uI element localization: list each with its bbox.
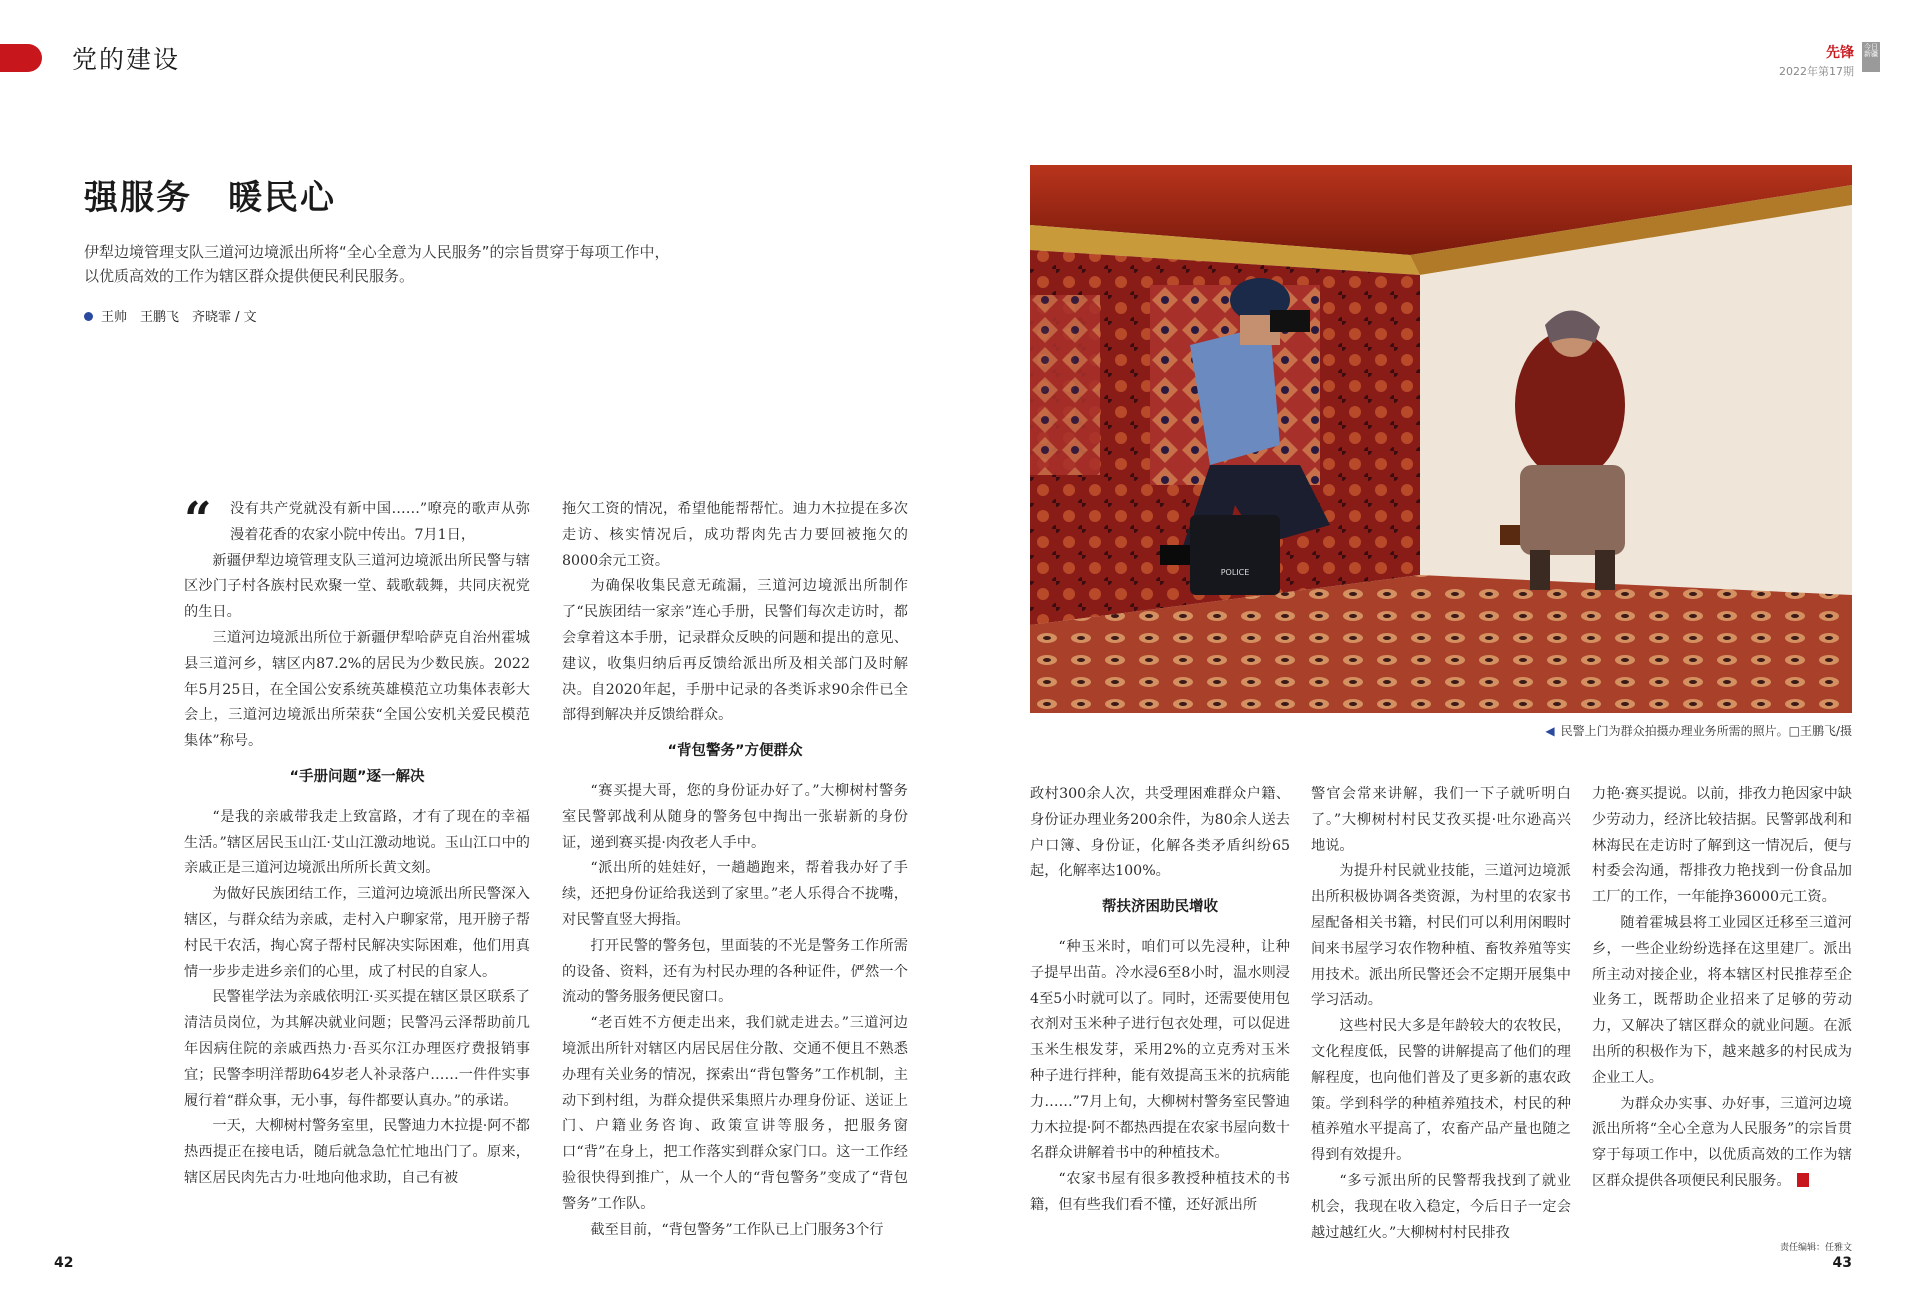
photo-illustration	[1030, 165, 1852, 713]
article-byline	[84, 306, 257, 325]
paragraph: 一天，大柳树村警务室里，民警迪力木拉提·阿不都热西提正在接电话，随后就急急忙忙地出门了。原来，辖区居民肉先古力·吐地向他求助，自己有被	[184, 1118, 530, 1186]
bag-label: POLICE	[1220, 568, 1250, 577]
end-mark-icon	[1797, 1173, 1809, 1187]
brand-logo-box: 今日新疆	[1862, 42, 1880, 72]
column-4	[1311, 782, 1571, 1246]
paragraph: “多亏派出所的民警帮我找到了就业机会，我现在收入稳定，今后日子一定会越过越红火。”大柳树村村民排孜	[1311, 1172, 1571, 1241]
byline-text: 王帅 王鹏飞 齐晓霏 / 文	[101, 310, 257, 325]
issue-label: 2022年第17期	[1779, 65, 1854, 78]
editor-credit: 责任编辑：任雅文	[1779, 1243, 1852, 1253]
paragraph: “赛买提大哥，您的身份证办好了。”大柳树村警务室民警郭战利从随身的警务包中掏出一张崭新的身份证，递到赛买提·肉孜老人手中。	[562, 782, 908, 851]
paragraph: 力艳·赛买提说。以前，排孜力艳因家中缺少劳动力，经济比较拮据。民警郭战利和林海民在走访时了解到这一情况后，便与村委会沟通，帮排孜力艳找到一份食品加工厂的工作，一年能挣36000元工资。	[1592, 786, 1852, 906]
paragraph: 新疆伊犁边境管理支队三道河边境派出所民警与辖区沙门子村各族村民欢聚一堂、载歌载舞，共同庆祝党的生日。	[184, 552, 530, 621]
column-1	[184, 492, 530, 1192]
article-lead: 伊犁边境管理支队三道河边境派出所将“全心全意为人民服务”的宗旨贯穿于每项工作中，以优质高效的工作为辖区群众提供便民利民服务。	[84, 243, 670, 285]
page-number-right: 43	[1832, 1255, 1852, 1271]
article-title: 强服务 暖民心	[84, 178, 336, 218]
quote-mark-icon: “	[184, 492, 212, 548]
page-number-left: 42	[54, 1255, 74, 1271]
section-title: 党的建设	[72, 45, 181, 74]
photo-credit: □王鹏飞/摄	[1788, 724, 1852, 738]
paragraph: “农家书屋有很多教授种植技术的书籍，但有些我们看不懂，还好派出所	[1030, 1171, 1290, 1213]
paragraph: 为提升村民就业技能，三道河边境派出所积极协调各类资源，为村里的农家书屋配备相关书籍，村民们可以利用闲暇时间来书屋学习农作物种植、畜牧养殖等实用技术。派出所民警还会不定期开展集中学习活动。	[1311, 863, 1571, 1009]
paragraph: “是我的亲戚带我走上致富路，才有了现在的幸福生活。”辖区居民玉山江·艾山江激动地说。玉山江口中的亲戚正是三道河边境派出所所长黄文刻。	[184, 808, 530, 877]
paragraph: 随着霍城县将工业园区迁移至三道河乡，一些企业纷纷选择在这里建厂。派出所主动对接企业，将本辖区村民推荐至企业务工，既帮助企业招来了足够的劳动力，又解决了辖区群众的就业问题。在派出所的积极作为下，越来越多的村民成为企业工人。	[1592, 914, 1852, 1086]
paragraph: 打开民警的警务包，里面装的不光是警务工作所需的设备、资料，还有为村民办理的各种证件，俨然一个流动的警务服务便民窗口。	[562, 937, 908, 1006]
paragraph: 这些村民大多是年龄较大的农牧民，文化程度低，民警的讲解提高了他们的理解程度，也向他们普及了更多新的惠农政策。学到科学的种植养殖技术，村民的种植养殖水平提高了，农畜产品产量也随之得到有效提升。	[1311, 1018, 1571, 1164]
caption-text: 民警上门为群众拍摄办理业务所需的照片。	[1560, 724, 1789, 738]
subheading: “手册问题”逐一解决	[289, 768, 425, 785]
paragraph: 没有共产党就没有新中国……”嘹亮的歌声从弥漫着花香的农家小院中传出。7月1日，	[230, 501, 530, 543]
subheading: “背包警务”方便群众	[667, 743, 803, 760]
paragraph: 拖欠工资的情况，希望他能帮帮忙。迪力木拉提在多次走访、核实情况后，成功帮肉先古力要回被拖欠的8000余元工资。	[562, 501, 908, 569]
paragraph: 警官会常来讲解，我们一下子就听明白了。”大柳树村村民艾孜买提·吐尔逊高兴地说。	[1311, 786, 1571, 854]
paragraph	[1592, 1092, 1852, 1195]
paragraph: 为确保收集民意无疏漏，三道河边境派出所制作了“民族团结一家亲”连心手册，民警们每次走访时，都会拿着这本手册，记录群众反映的问题和提出的意见、建议，收集归纳后再反馈给派出所及相关部门及时解决。自2020年起，手册中记录的各类诉求90余件已全部得到解决并反馈给群众。	[562, 578, 908, 724]
magazine-brand	[1779, 42, 1854, 79]
caption-triangle-icon: ◀	[1545, 724, 1555, 738]
subheading: 帮扶济困助民增收	[1102, 899, 1218, 916]
column-5	[1592, 782, 1852, 1195]
article-photo	[1030, 165, 1852, 713]
section-marker	[0, 44, 42, 72]
column-2	[562, 497, 908, 1243]
paragraph: “老百姓不方便走出来，我们就走进去。”三道河边境派出所针对辖区内居民居住分散、交通不便且不熟悉办理有关业务的情况，探索出“背包警务”工作机制，主动下到村组，为群众提供采集照片办理身份证、送证上门、户籍业务咨询、政策宣讲等服务，把服务窗口“背”在身上，把工作落实到群众家门口。这一工作经验很快得到推广，从一个人的“背包警务”变成了“背包警务”工作队。	[562, 1015, 908, 1212]
paragraph: 三道河边境派出所位于新疆伊犁哈萨克自治州霍城县三道河乡，辖区内87.2%的居民为少数民族。2022年5月25日，在全国公安系统英雄模范立功集体表彰大会上，三道河边境派出所荣获“全国公安机关爱民模范集体”称号。	[184, 629, 530, 750]
byline-dot-icon	[84, 312, 93, 321]
brand-name: 先锋	[1826, 45, 1854, 61]
column-3	[1030, 782, 1290, 1219]
paragraph: 政村300余人次，共受理困难群众户籍、身份证办理业务200余件，为80余人送去户口簿、身份证，化解各类矛盾纠纷65起，化解率达100%。	[1030, 786, 1290, 880]
paragraph: “种玉米时，咱们可以先浸种，让种子提早出苗。冷水浸6至8小时，温水则浸4至5小时就可以了。同时，还需要使用包衣剂对玉米种子进行包衣处理，可以促进玉米生根发芽，采用2%的立克秀对玉米种子进行拌种，能有效提高玉米的抗病能力……”7月上旬，大柳树村警务室民警迪力木拉提·阿不都热西提在农家书屋向数十名群众讲解着书中的种植技术。	[1030, 938, 1290, 1162]
paragraph: 为做好民族团结工作，三道河边境派出所民警深入辖区，与群众结为亲戚，走村入户聊家常，甩开膀子帮村民干农活，掏心窝子帮村民解决实际困难，他们用真情一步步走进乡亲们的心里，成了村民的自家人。	[184, 886, 530, 980]
paragraph: 截至目前，“背包警务”工作队已上门服务3个行	[590, 1221, 884, 1238]
paragraph: 民警崔学法为亲戚依明江·买买提在辖区景区联系了清洁员岗位，为其解决就业问题；民警冯云泽帮助前几年因病住院的亲戚西热力·吾买尔江办理医疗费报销事宜；民警李明洋帮助64岁老人补录落户……一件件实事履行着“群众事，无小事，每件都要认真办。”的承诺。	[184, 989, 530, 1109]
paragraph: “派出所的娃娃好，一趟趟跑来，帮着我办好了手续，还把身份证给我送到了家里。”老人乐得合不拢嘴，对民警直竖大拇指。	[562, 860, 908, 928]
photo-caption	[1545, 722, 1852, 739]
paragraph-text: 为群众办实事、办好事，三道河边境派出所将“全心全意为人民服务”的宗旨贯穿于每项工作中，以优质高效的工作为辖区群众提供各项便民利民服务。	[1592, 1095, 1852, 1189]
